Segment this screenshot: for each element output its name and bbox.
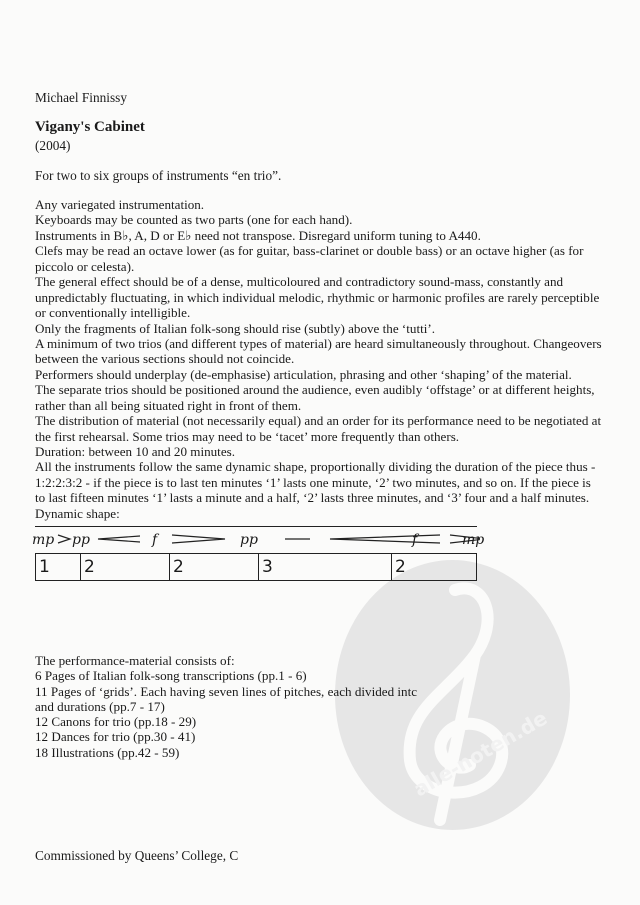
section-boxes <box>35 553 477 581</box>
instruction-line: Keyboards may be counted as two parts (one for each hand). <box>35 212 353 228</box>
material-item: 18 Illustrations (pp.42 - 59) <box>35 744 180 760</box>
instruction-line: The separate trios should be positioned around the audience, even audibly ‘offstage’ or at different heights, <box>35 382 595 398</box>
instruction-line: The distribution of material (not necessarily equal) and an order for its performance need to be negotiated at <box>35 413 602 429</box>
section-box: 2 <box>81 554 170 580</box>
dynamic-shape-diagram <box>30 520 485 585</box>
instruction-line: Clefs may be read an octave lower (as for guitar, bass-clarinet or double bass) or an octave higher (as for <box>35 243 584 259</box>
dynamic-marking: pp <box>72 532 90 548</box>
instruction-line: Any variegated instrumentation. <box>35 197 205 212</box>
instruction-line: Performers should underplay (de-emphasise) articulation, phrasing and other ‘shaping’ of the material. <box>35 366 572 382</box>
svg-text:alle-noten.de: alle-noten.de <box>409 705 552 802</box>
instruction-line: Dynamic shape: <box>35 505 120 521</box>
dynamic-marking: mp <box>462 532 485 548</box>
performance-instructions <box>35 197 602 521</box>
instruction-line: 1:2:2:3:2 - if the piece is to last ten minutes ‘1’ lasts one minute, ‘2’ two minutes, and so on. If the piece is <box>35 474 591 490</box>
material-heading: The performance-material consists of: <box>35 653 235 668</box>
dynamic-marking: f <box>412 532 418 548</box>
material-item: and durations (pp.7 - 17) <box>35 698 165 714</box>
section-box: 3 <box>259 554 392 580</box>
instruction-line: between the various sections should not coincide. <box>35 351 295 367</box>
instruction-line: or conventionally intelligible. <box>35 305 191 321</box>
dynamic-marking: pp <box>240 532 258 548</box>
top-rule <box>35 526 477 527</box>
instruction-line: the first rehearsal. Some trios may need to be ‘tacet’ more frequently than others. <box>35 428 460 444</box>
instruction-line: to last fifteen minutes ‘1’ lasts a minute and a half, ‘2’ lasts three minutes, and ‘3’ four and a half minutes. <box>35 490 590 506</box>
material-item: 11 Pages of ‘grids’. Each having seven lines of pitches, each divided intc <box>35 683 418 699</box>
instruction-line: rather than all being situated right in front of them. <box>35 397 302 413</box>
instruction-line: unpredictably fluctuating, in which individual melodic, rhythmic or harmonic profiles are rarely perceptible <box>35 289 600 305</box>
section-box: 2 <box>395 557 406 577</box>
section-box: 1 <box>36 554 81 580</box>
material-item: 6 Pages of Italian folk-song transcriptions (pp.1 - 6) <box>35 668 307 684</box>
dynamic-marking: mp <box>32 532 55 548</box>
instruction-line: The general effect should be of a dense, multicoloured and contradictory sound-mass, constantly and <box>35 274 564 290</box>
material-list <box>35 653 417 760</box>
piece-title: Vigany's Cabinet <box>35 119 145 135</box>
commission-note: Commissioned by Queens’ College, C <box>35 848 239 863</box>
composer-name: Michael Finnissy <box>35 90 127 105</box>
instruction-line: Instruments in B♭, A, D or E♭ need not transpose. Disregard uniform tuning to A440. <box>35 227 481 243</box>
instruction-line: Duration: between 10 and 20 minutes. <box>35 444 235 459</box>
instruction-line: Only the fragments of Italian folk-song should rise (subtly) above the ‘tutti’. <box>35 320 435 336</box>
dynamic-marking: f <box>152 532 158 548</box>
instruction-line: piccolo or celesta). <box>35 258 135 274</box>
section-box: 2 <box>170 554 259 580</box>
instruction-line: A minimum of two trios (and different types of material) are heard simultaneously throughout. Changeovers <box>35 335 602 351</box>
material-item: 12 Canons for trio (pp.18 - 29) <box>35 714 197 730</box>
subtitle: For two to six groups of instruments “en trio”. <box>35 168 282 183</box>
instruction-line: All the instruments follow the same dynamic shape, proportionally dividing the duration of the piece thus - <box>35 459 596 475</box>
piece-year: (2004) <box>35 138 71 153</box>
material-item: 12 Dances for trio (pp.30 - 41) <box>35 729 196 745</box>
